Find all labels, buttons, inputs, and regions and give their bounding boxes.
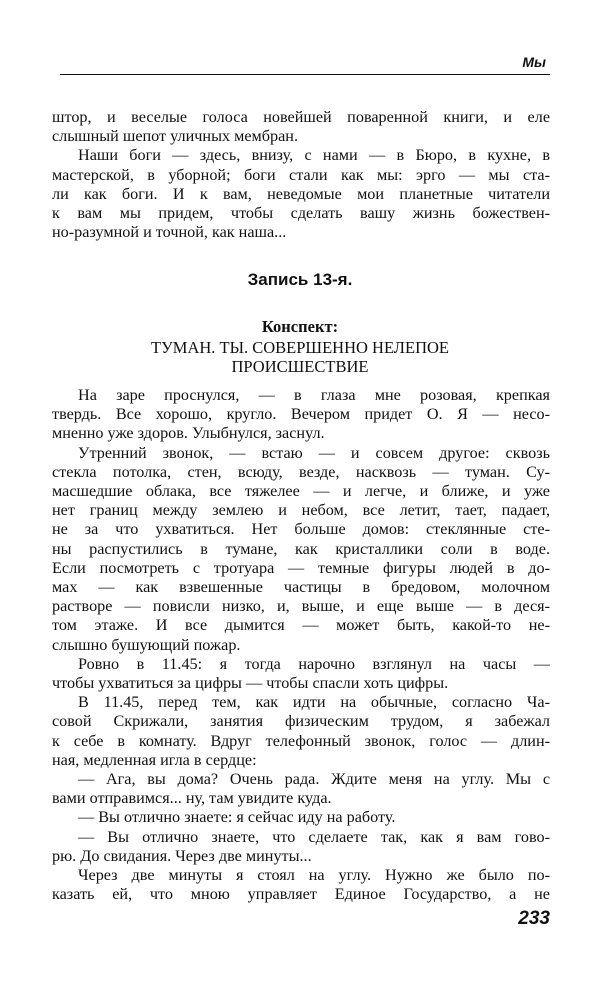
text-line: слышно бушующий пожар.	[52, 635, 241, 654]
entry-heading: Запись 13-я.	[247, 270, 353, 289]
text-line: — Вы отлично знаете, что сделаете так, как я вам гово-	[78, 827, 550, 846]
summary-line: ТУМАН. ТЫ. СОВЕРШЕННО НЕЛЕПОЕ	[151, 338, 449, 357]
text-line: масшедшие облака, все тяжелее — и легче, и ближе, и уже	[52, 482, 550, 501]
text-line: мастерской, в уборной; боги стали как мы: эрго — мы ста-	[52, 165, 550, 184]
text-line: слышный шепот уличных мембран.	[52, 127, 299, 146]
text-line: казать ей, что мною управляет Единое Государство, а не	[52, 885, 550, 904]
running-header	[60, 52, 550, 75]
text-line: рю. До свидания. Через две минуты...	[52, 846, 312, 865]
text-block-top	[52, 108, 550, 242]
text-line: — Вы отлично знаете: я сейчас иду на работу.	[78, 808, 396, 827]
text-line: вами отправимся... ну, там увидите куда.	[52, 789, 332, 808]
page-number: 233	[518, 908, 550, 929]
text-line: не за что ухватиться. Нет больше домов: стеклянные сте-	[52, 520, 550, 539]
running-head-title: Мы	[522, 54, 546, 70]
summary-line: ПРОИСШЕСТВИЕ	[231, 357, 369, 376]
summary-label: Конспект:	[261, 317, 339, 336]
text-line: нет границ между землею и небом, все летит, тает, падает,	[52, 501, 550, 520]
text-line: — Ага, вы дома? Очень рада. Ждите меня на углу. Мы с	[78, 770, 550, 789]
text-line: но-разумной и точной, как наша...	[52, 223, 287, 242]
text-line: Если посмотреть с тротуара — темные фигуры людей в до-	[52, 558, 550, 577]
text-line: мненно уже здоров. Улыбнулся, заснул.	[52, 424, 325, 443]
text-block-main	[52, 386, 550, 904]
text-line: ли как боги. И к вам, неведомые мои планетные читатели	[52, 184, 550, 203]
text-line: растворе — повисли низко, и, выше, и еще выше — в деся-	[52, 597, 550, 616]
text-line: к вам мы придем, чтобы сделать вашу жизнь божествен-	[52, 204, 550, 223]
text-line: к себе в комнату. Вдруг телефонный звонок, голос — длин-	[52, 731, 550, 750]
text-line: Через две минуты я стоял на углу. Нужно же было по-	[78, 866, 550, 885]
text-line: Утренний звонок, — встаю — и совсем другое: сквозь	[78, 443, 550, 462]
text-line: В 11.45, перед тем, как идти на обычные, согласно Ча-	[78, 693, 550, 712]
text-line: Ровно в 11.45: я тогда нарочно взглянул на часы —	[78, 654, 550, 673]
text-line: чтобы ухватиться за цифры — чтобы спасли хоть цифры.	[52, 674, 449, 693]
text-line: На заре проснулся, — в глаза мне розовая, крепкая	[78, 386, 550, 404]
text-line: Наши боги — здесь, внизу, с нами — в Бюро, в кухне, в	[78, 146, 550, 165]
text-line: твердь. Все хорошо, кругло. Вечером придет О. Я — несо-	[52, 405, 550, 424]
text-line: ны распустились в тумане, как кристаллики соли в воде.	[52, 539, 550, 558]
text-line: штор, и веселые голоса новейшей поваренной книги, и еле	[52, 108, 550, 126]
text-line: том этаже. И все дымится — может быть, какой-то не-	[52, 616, 550, 635]
text-line: мах — как взвешенные частицы в бредовом, молочном	[52, 578, 550, 597]
text-line: совой Скрижали, занятия физическим трудом, я забежал	[52, 712, 550, 731]
text-line: ная, медленная игла в сердце:	[52, 750, 257, 769]
text-line: стекла потолка, стен, всюду, везде, насквозь — туман. Су-	[52, 462, 550, 481]
